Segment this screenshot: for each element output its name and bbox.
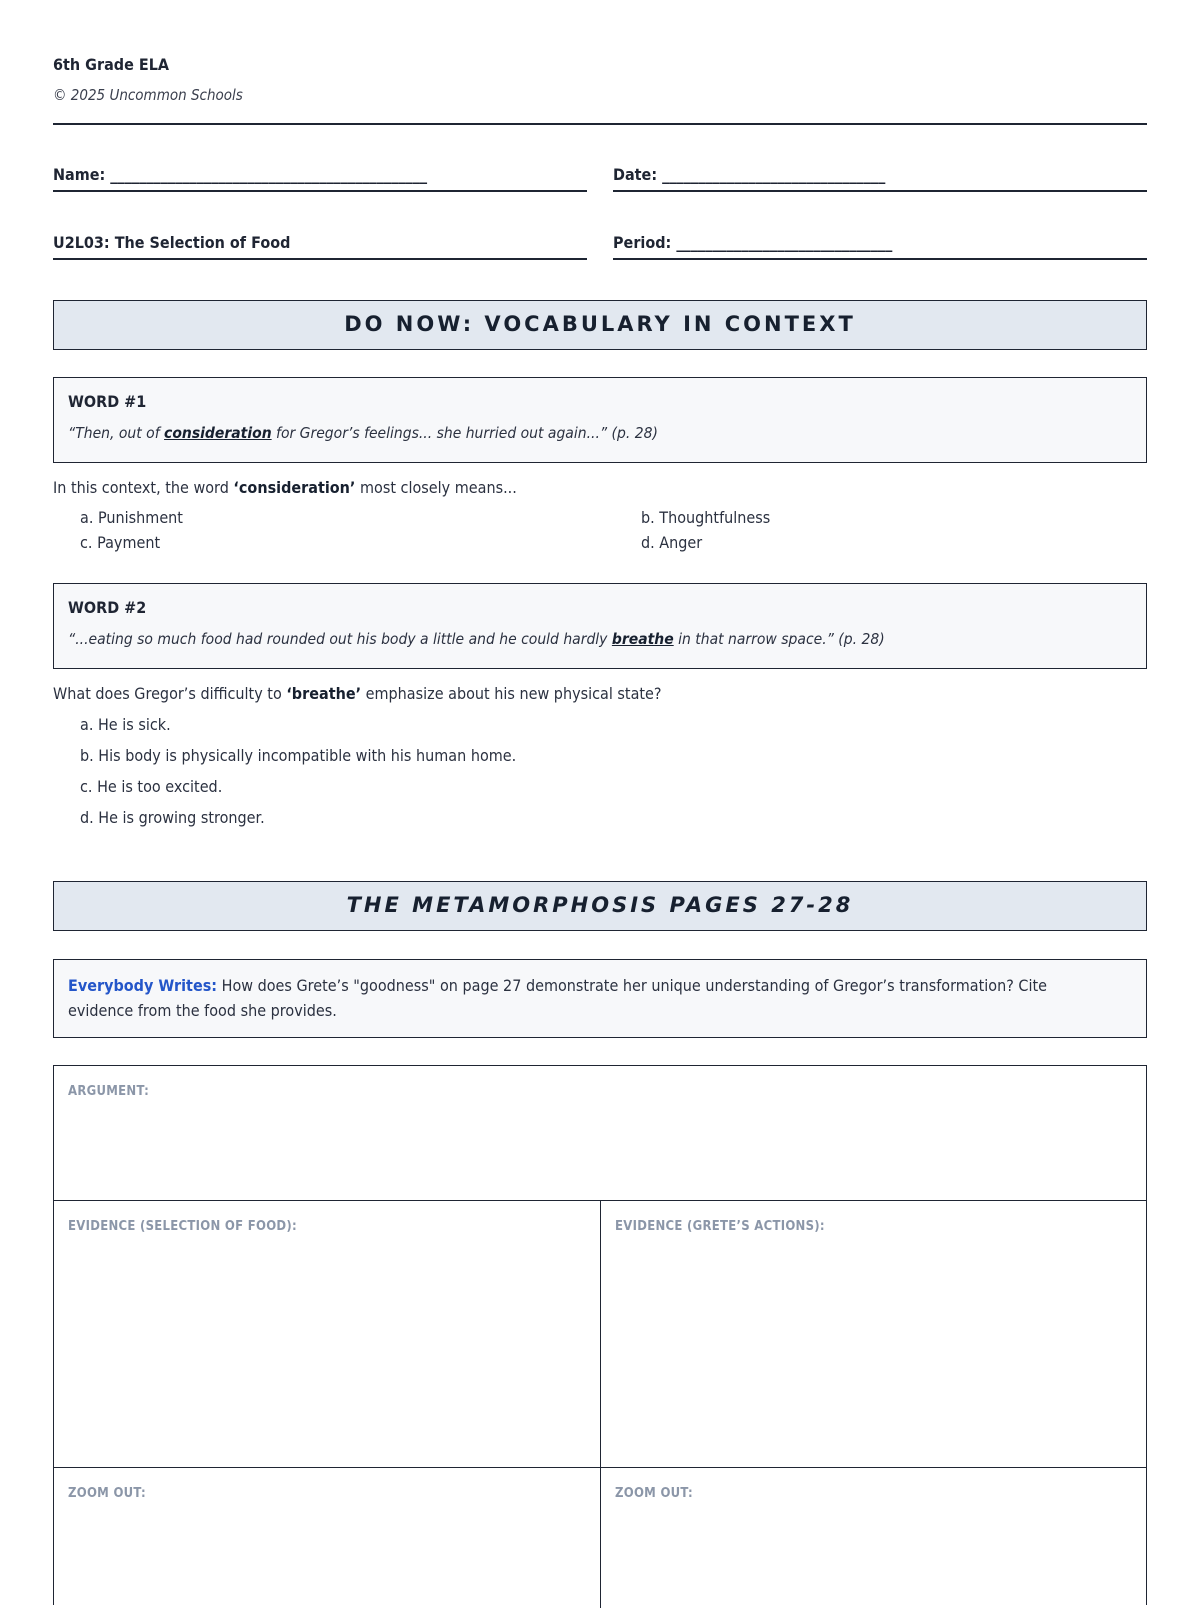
name-field-label: Name: ____________________________________________ (53, 165, 428, 184)
zoom-out-right-cell[interactable] (600, 1468, 1146, 1608)
evidence-food-label: EVIDENCE (SELECTION OF FOOD): (68, 1219, 297, 1234)
everybody-writes-label: Everybody Writes: (68, 976, 218, 995)
date-field[interactable] (613, 165, 1147, 192)
evidence-actions-cell[interactable] (600, 1201, 1146, 1467)
word-2-box (53, 583, 1147, 669)
reading-banner: THE METAMORPHOSIS PAGES 27-28 (53, 881, 1147, 931)
word-2-options (53, 714, 1147, 828)
response-organizer (53, 1065, 1147, 1605)
option-c[interactable]: c. Payment (80, 533, 161, 552)
student-info-row (53, 165, 1147, 192)
option-d[interactable]: d. He is growing stronger. (80, 808, 265, 827)
evidence-actions-label: EVIDENCE (GRETE’S ACTIONS): (615, 1219, 825, 1234)
word-1-target: consideration (164, 424, 272, 442)
copyright-notice: © 2025 Uncommon Schools (53, 86, 243, 104)
worksheet-header (53, 0, 1147, 125)
everybody-writes-box (53, 959, 1147, 1038)
option-c[interactable]: c. He is too excited. (80, 777, 223, 796)
option-d[interactable]: d. Anger (641, 533, 703, 552)
argument-label: ARGUMENT: (68, 1084, 150, 1099)
word-2-label: WORD #2 (68, 598, 147, 617)
word-1-box (53, 377, 1147, 463)
period-field-label: Period: ______________________________ (613, 233, 893, 252)
evidence-row (54, 1201, 1146, 1468)
argument-cell[interactable] (54, 1066, 1146, 1201)
word-1-options (53, 507, 1147, 553)
course-title: 6th Grade ELA (53, 55, 170, 74)
zoom-out-left-label: ZOOM OUT: (68, 1486, 146, 1501)
lesson-title-label: U2L03: The Selection of Food (53, 233, 291, 252)
zoom-out-row (54, 1468, 1146, 1608)
do-now-banner: DO NOW: VOCABULARY IN CONTEXT (53, 300, 1147, 350)
name-field[interactable] (53, 165, 587, 192)
option-b[interactable]: b. Thoughtfulness (641, 508, 771, 527)
date-field-label: Date: _______________________________ (613, 165, 886, 184)
lesson-title (53, 233, 587, 260)
zoom-out-right-label: ZOOM OUT: (615, 1486, 693, 1501)
option-a[interactable]: a. Punishment (80, 508, 183, 527)
word-2-quote: “...eating so much food had rounded out his body a little and he could hardly breathe in that narrow space.” (p. 28) (68, 630, 885, 648)
everybody-writes-prompt: How does Grete’s "goodness" on page 27 demonstrate her unique understanding of Gregor’s transformation? Cite evidence from the food she provides. (68, 976, 1047, 1020)
word-1-question: In this context, the word ‘consideration’ most closely means... (53, 478, 517, 497)
zoom-out-left-cell[interactable] (54, 1468, 600, 1608)
evidence-food-cell[interactable] (54, 1201, 600, 1467)
option-a[interactable]: a. He is sick. (80, 715, 171, 734)
option-b[interactable]: b. His body is physically incompatible with his human home. (80, 746, 517, 765)
word-2-question: What does Gregor’s difficulty to ‘breathe’ emphasize about his new physical state? (53, 684, 662, 703)
lesson-info-row (53, 233, 1147, 260)
word-1-label: WORD #1 (68, 392, 147, 411)
word-1-quote: “Then, out of consideration for Gregor’s feelings... she hurried out again...” (p. 28) (68, 424, 658, 442)
period-field[interactable] (613, 233, 1147, 260)
word-2-target: breathe (611, 630, 674, 648)
